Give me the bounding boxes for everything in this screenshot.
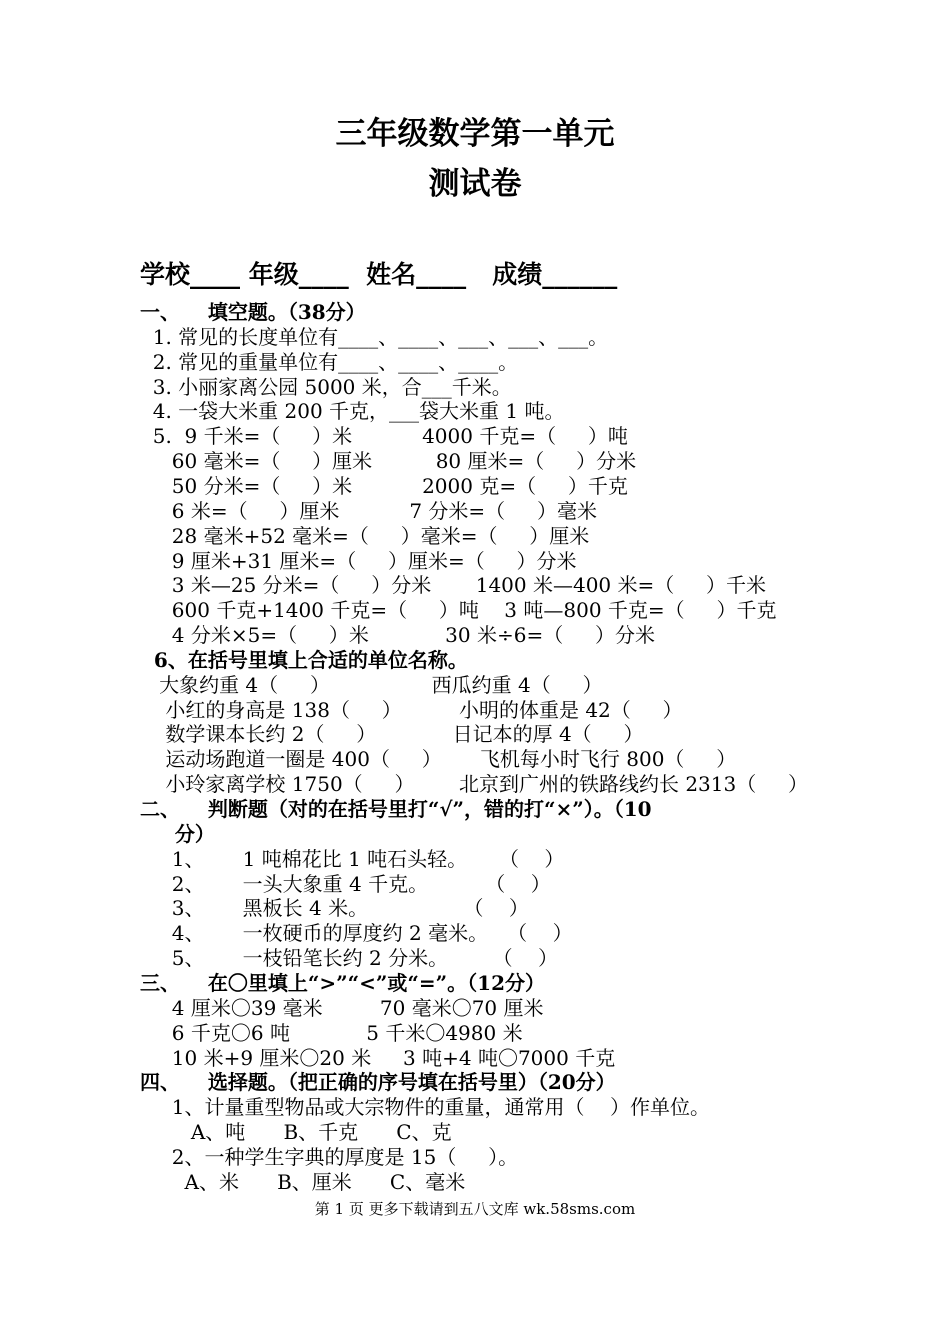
exam-line: 600 千克+1400 千克=（ ）吨 3 吨—800 千克=（ ）千克 [140,598,777,623]
student-info-line: 学校____ 年级____ 姓名____ 成绩______ [140,260,618,289]
page-footer: 第 1 页 更多下载请到五八文库 wk.58sms.com [314,1200,636,1218]
exam-line: 小玲家离学校 1750（ ） 北京到广州的铁路线约长 2313（ ） [140,772,809,797]
exam-line: 28 毫米+52 毫米=（ ）毫米=（ ）厘米 [140,523,590,548]
exam-line: 二、 判断题（对的在括号里打“√”，错的打“×”）。（10 [140,797,652,821]
exam-line: 6、在括号里填上合适的单位名称。 [140,647,468,672]
exam-line: 3. 小丽家离公园 5000 米，合___千米。 [140,374,512,399]
exam-line: 3、 黑板长 4 米。 （ ） [140,896,529,921]
exam-line: 5. 9 千米=（ ）米 4000 千克=（ ）吨 [140,424,628,449]
page-title: 三年级数学第一单元 [335,116,615,152]
exam-line: 4. 一袋大米重 200 千克，___袋大米重 1 吨。 [140,399,565,424]
page-subtitle: 测试卷 [428,166,522,202]
exam-line: 2. 常见的重量单位有____、____、____。 [140,349,519,374]
exam-line: 一、 填空题。（38分） [140,300,366,324]
exam-line: 4、 一枚硬币的厚度约 2 毫米。 （ ） [140,921,573,946]
exam-line: 60 毫米=（ ）厘米 80 厘米=（ ）分米 [140,449,637,474]
exam-line: 1、 1 吨棉花比 1 吨石头轻。 （ ） [140,846,565,871]
exam-line: 4 厘米〇39 毫米 70 毫米〇70 厘米 [140,995,544,1020]
exam-line: 1、计量重型物品或大宗物件的重量，通常用（ ）作单位。 [140,1095,710,1120]
exam-line: 小红的身高是 138（ ） 小明的体重是 42（ ） [140,697,683,722]
exam-line: 1. 常见的长度单位有____、____、___、___、___。 [140,324,609,349]
exam-line: 数学课本长约 2（ ） 日记本的厚 4（ ） [140,722,644,747]
exam-line: 9 厘米+31 厘米=（ ）厘米=（ ）分米 [140,548,577,573]
exam-line: 5、 一枝铅笔长约 2 分米。 （ ） [140,946,559,971]
exam-line: 四、 选择题。（把正确的序号填在括号里）（20分） [140,1070,616,1095]
exam-line: 三、 在〇里填上“>”“<”或“=”。（12分） [140,970,545,995]
exam-line: 50 分米=（ ）米 2000 克=（ ）千克 [140,473,628,498]
exam-line: 4 分米×5=（ ）米 30 米÷6=（ ）分米 [140,623,656,648]
exam-line: 分） [140,821,215,846]
exam-line: A、米 B、厘米 C、毫米 [140,1169,466,1194]
exam-line: 3 米—25 分米=（ ）分米 1400 米—400 米=（ ）千米 [140,573,767,598]
exam-line: 6 千克〇6 吨 5 千米〇4980 米 [140,1020,523,1045]
exam-line: 2、一种学生字典的厚度是 15（ ）。 [140,1144,519,1169]
exam-line: 大象约重 4（ ） 西瓜约重 4（ ） [140,672,603,697]
exam-line: 运动场跑道一圈是 400（ ） 飞机每小时飞行 800（ ） [140,747,737,772]
exam-line: 2、 一头大象重 4 千克。 （ ） [140,871,551,896]
exam-line: A、吨 B、千克 C、克 [140,1120,452,1145]
exam-line: 10 米+9 厘米〇20 米 3 吨+4 吨〇7000 千克 [140,1045,616,1070]
exam-line: 6 米=（ ）厘米 7 分米=（ ）毫米 [140,498,597,523]
